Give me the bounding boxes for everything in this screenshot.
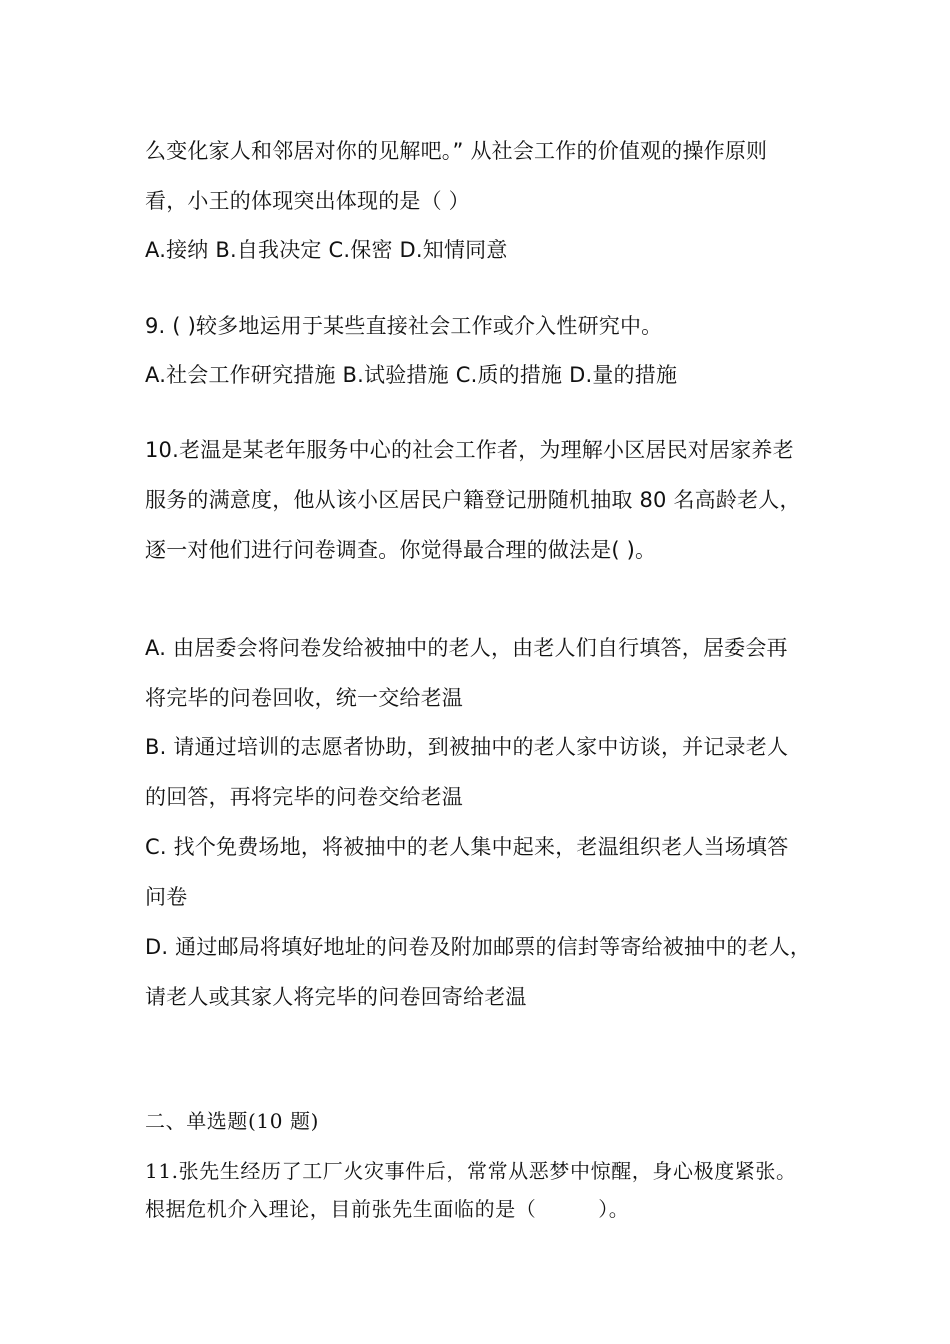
q10-option-d-line-1: D. 通过邮局将填好地址的问卷及附加邮票的信封等寄给被抽中的老人， bbox=[145, 935, 812, 959]
q10-option-a-line-2: 将完毕的问卷回收，统一交给老温 bbox=[145, 686, 463, 710]
q8-options: A.接纳 B.自我决定 C.保密 D.知情同意 bbox=[145, 238, 508, 262]
q10-stem-line-3: 逐一对他们进行问卷调查。你觉得最合理的做法是( )。 bbox=[145, 538, 657, 562]
q9-stem: 9. ( )较多地运用于某些直接社会工作或介入性研究中。 bbox=[145, 314, 663, 338]
q10-stem-line-2: 服务的满意度，他从该小区居民户籍登记册随机抽取 80 名高龄老人， bbox=[145, 488, 801, 512]
q10-option-a-line-1: A. 由居委会将问卷发给被抽中的老人，由老人们自行填答，居委会再 bbox=[145, 636, 788, 660]
q11-stem-line-1: 11.张先生经历了工厂火灾事件后，常常从恶梦中惊醒，身心极度紧张。 bbox=[145, 1159, 797, 1183]
q10-option-b-line-1: B. 请通过培训的志愿者协助，到被抽中的老人家中访谈，并记录老人 bbox=[145, 735, 789, 759]
q11-stem-line-2: 根据危机介入理论，目前张先生面临的是（ ）。 bbox=[145, 1197, 630, 1221]
section-2-heading: 二、单选题(10 题) bbox=[145, 1109, 320, 1133]
q8-stem-line-2: 看，小王的体现突出体现的是（ ） bbox=[145, 189, 470, 213]
q10-option-b-line-2: 的回答，再将完毕的问卷交给老温 bbox=[145, 785, 463, 809]
q10-option-c-line-2: 问卷 bbox=[145, 885, 188, 909]
q10-stem-line-1: 10.老温是某老年服务中心的社会工作者，为理解小区居民对居家养老 bbox=[145, 438, 794, 462]
q9-options: A.社会工作研究措施 B.试验措施 C.质的措施 D.量的措施 bbox=[145, 363, 678, 387]
q10-option-d-line-2: 请老人或其家人将完毕的问卷回寄给老温 bbox=[145, 985, 527, 1009]
q10-option-c-line-1: C. 找个免费场地，将被抽中的老人集中起来，老温组织老人当场填答 bbox=[145, 835, 789, 859]
q8-stem-line-1: 么变化家人和邻居对你的见解吧。” 从社会工作的价值观的操作原则 bbox=[145, 139, 768, 163]
